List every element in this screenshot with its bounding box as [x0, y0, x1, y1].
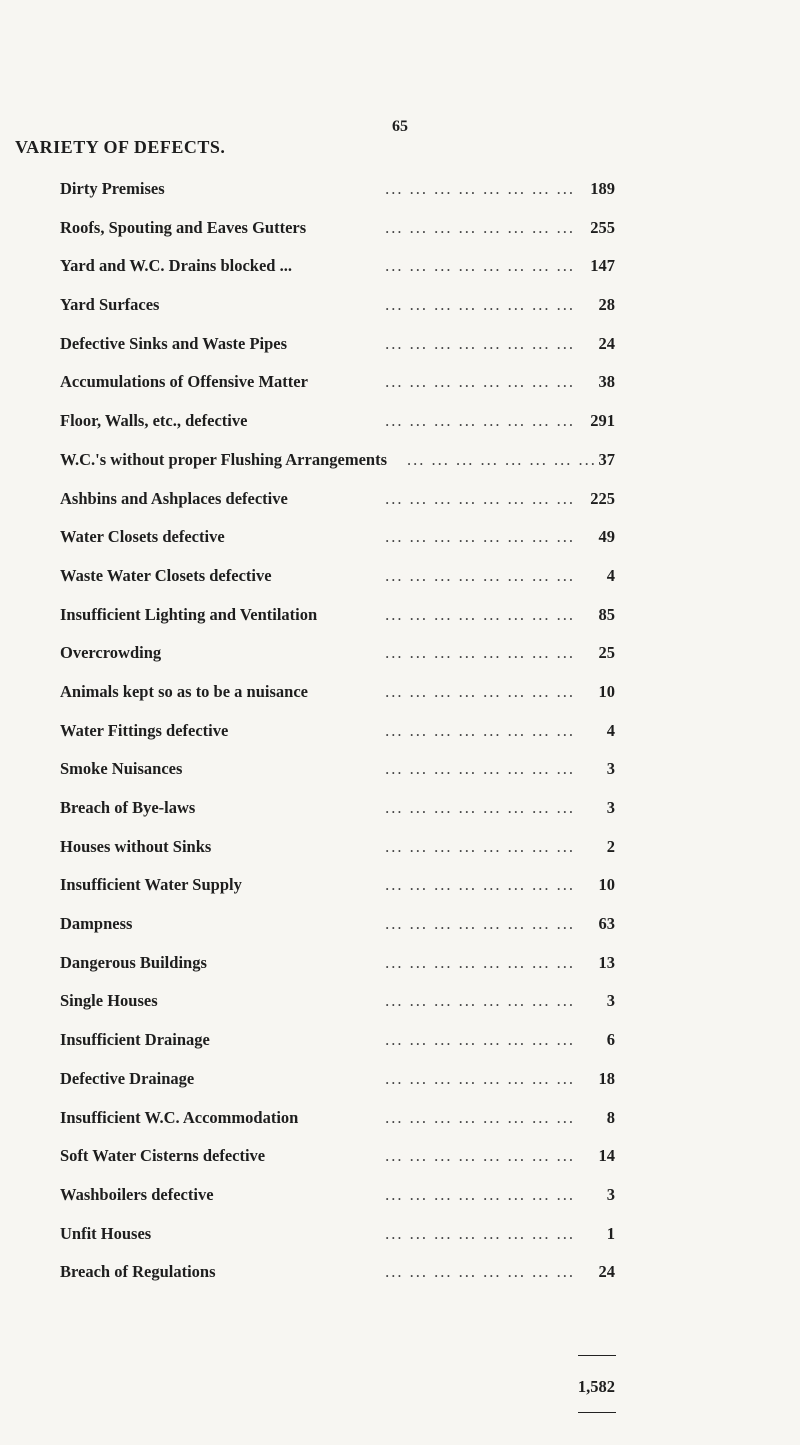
dot-leader: ... ... ... ... ... ... ... ... [385, 179, 575, 198]
defect-row [60, 208, 615, 247]
defect-count: 38 [598, 372, 615, 392]
defect-label: Yard and W.C. Drains blocked ... [60, 256, 292, 276]
defect-count: 1 [606, 1223, 615, 1243]
defect-row [60, 401, 615, 440]
defect-label: Roofs, Spouting and Eaves Gutters [60, 217, 307, 237]
section-heading: VARIETY OF DEFECTS. [15, 137, 226, 157]
dot-leader: ... ... ... ... ... ... ... ... [385, 372, 575, 392]
total-rule-bottom [578, 1412, 616, 1413]
defect-row [60, 246, 615, 285]
dot-leader: ... ... ... ... ... ... ... ... [385, 256, 575, 276]
defect-row [60, 1214, 615, 1253]
defect-label: Water Fittings defective [60, 720, 229, 740]
defect-row [60, 479, 615, 518]
defect-row [60, 362, 615, 401]
defect-count: 13 [598, 952, 615, 972]
defect-label: Insufficient Lighting and Ventilation [60, 604, 318, 624]
defect-count: 10 [598, 681, 615, 701]
defect-row [60, 865, 615, 904]
defect-label: Dirty Premises [60, 179, 165, 198]
defect-row [60, 1175, 615, 1214]
dot-leader: ... ... ... ... ... ... ... ... [385, 1146, 575, 1166]
dot-leader: ... ... ... ... ... ... ... ... [385, 720, 575, 740]
defect-count: 49 [598, 527, 615, 547]
defect-label: Defective Drainage [60, 1068, 195, 1088]
defect-label: Waste Water Closets defective [60, 565, 272, 585]
defect-row [60, 440, 615, 479]
defect-row [60, 711, 615, 750]
defect-count: 3 [606, 798, 615, 817]
defects-list [60, 169, 615, 1291]
defect-count: 8 [606, 1107, 615, 1127]
defect-label: Accumulations of Offensive Matter [60, 372, 308, 392]
defect-row [60, 904, 615, 943]
defect-label: Insufficient Drainage [60, 1030, 210, 1050]
dot-leader: ... ... ... ... ... ... ... ... [385, 295, 575, 315]
defect-count: 25 [598, 643, 615, 663]
defect-label: W.C.'s without proper Flushing Arrangements [60, 449, 387, 469]
defect-row [60, 827, 615, 866]
defect-label: Insufficient W.C. Accommodation [60, 1107, 299, 1127]
defect-label: Animals kept so as to be a nuisance [60, 681, 308, 701]
defect-label: Insufficient Water Supply [60, 875, 242, 895]
defect-count: 3 [606, 759, 615, 779]
defect-row [60, 1252, 615, 1291]
defect-row [60, 595, 615, 634]
defect-count: 189 [590, 179, 615, 198]
dot-leader: ... ... ... ... ... ... ... ... [385, 527, 575, 547]
defect-count: 291 [590, 411, 615, 431]
dot-leader: ... ... ... ... ... ... ... ... [385, 1223, 575, 1243]
defect-count: 85 [598, 604, 615, 624]
defect-label: Houses without Sinks [60, 836, 212, 856]
defect-row [60, 1136, 615, 1175]
defect-count: 6 [606, 1030, 615, 1050]
defect-label: Soft Water Cisterns defective [60, 1146, 266, 1166]
defect-row [60, 633, 615, 672]
defect-row [60, 1059, 615, 1098]
defect-label: Floor, Walls, etc., defective [60, 411, 248, 431]
total-value: 1,582 [577, 1377, 615, 1396]
defect-row [60, 324, 615, 363]
defect-label: Overcrowding [60, 643, 162, 663]
defect-row [60, 981, 615, 1020]
defect-count: 3 [606, 991, 615, 1011]
defect-row [60, 285, 615, 324]
dot-leader: ... ... ... ... ... ... ... ... [385, 1262, 575, 1282]
dot-leader: ... ... ... ... ... ... ... ... [385, 836, 575, 856]
dot-leader: ... ... ... ... ... ... ... ... [385, 914, 575, 934]
defect-count: 14 [598, 1146, 615, 1166]
defect-row [60, 556, 615, 595]
dot-leader: ... ... ... ... ... ... ... ... [385, 681, 575, 701]
defect-count: 3 [606, 1184, 615, 1204]
dot-leader: ... ... ... ... ... ... ... ... [385, 1184, 575, 1204]
defect-row [60, 788, 615, 827]
dot-leader: ... ... ... ... ... ... ... ... [385, 604, 575, 624]
page-number: 65 [392, 118, 408, 135]
defect-count: 225 [590, 488, 615, 508]
defect-count: 4 [606, 720, 615, 740]
dot-leader: ... ... ... ... ... ... ... ... [385, 217, 575, 237]
dot-leader: ... ... ... ... ... ... ... ... [385, 1068, 575, 1088]
defect-label: Dangerous Buildings [60, 952, 207, 972]
dot-leader: ... ... ... ... ... ... ... ... [385, 411, 575, 431]
defect-count: 18 [598, 1068, 615, 1088]
dot-leader: ... ... ... ... ... ... ... ... [385, 565, 575, 585]
dot-leader: ... ... ... ... ... ... ... ... [385, 488, 575, 508]
dot-leader: ... ... ... ... ... ... ... ... [385, 643, 575, 663]
defect-label: Dampness [60, 914, 133, 934]
defect-count: 24 [598, 333, 615, 353]
defect-count: 24 [598, 1262, 615, 1282]
defect-row [60, 943, 615, 982]
dot-leader: ... ... ... ... ... ... ... ... [385, 952, 575, 972]
defect-row [60, 1020, 615, 1059]
defect-label: Smoke Nuisances [60, 759, 183, 779]
total-rule-top [578, 1355, 616, 1356]
defect-label: Breach of Regulations [60, 1262, 216, 1282]
defect-label: Single Houses [60, 991, 158, 1011]
defect-count: 63 [598, 914, 615, 934]
dot-leader: ... ... ... ... ... ... ... ... [385, 759, 575, 779]
defect-label: Defective Sinks and Waste Pipes [60, 333, 288, 353]
defect-row [60, 169, 615, 208]
defect-row [60, 749, 615, 788]
defect-count: 255 [590, 217, 615, 237]
defect-count: 28 [598, 295, 615, 315]
defect-label: Breach of Bye-laws [60, 798, 196, 817]
dot-leader: ... ... ... ... ... ... ... ... [385, 1107, 575, 1127]
dot-leader: ... ... ... ... ... ... ... ... [407, 449, 597, 469]
defect-count: 37 [598, 449, 615, 469]
defect-count: 10 [598, 875, 615, 895]
defect-row [60, 517, 615, 556]
defect-row [60, 1098, 615, 1137]
dot-leader: ... ... ... ... ... ... ... ... [385, 798, 575, 817]
dot-leader: ... ... ... ... ... ... ... ... [385, 991, 575, 1011]
defect-row [60, 672, 615, 711]
defect-label: Washboilers defective [60, 1184, 214, 1204]
defect-label: Water Closets defective [60, 527, 225, 547]
dot-leader: ... ... ... ... ... ... ... ... [385, 1030, 575, 1050]
defect-count: 147 [590, 256, 615, 276]
defect-label: Yard Surfaces [60, 295, 160, 315]
defect-count: 4 [606, 565, 615, 585]
defect-label: Ashbins and Ashplaces defective [60, 488, 288, 508]
defect-count: 2 [606, 836, 615, 856]
defect-label: Unfit Houses [60, 1223, 152, 1243]
dot-leader: ... ... ... ... ... ... ... ... [385, 333, 575, 353]
dot-leader: ... ... ... ... ... ... ... ... [385, 875, 575, 895]
